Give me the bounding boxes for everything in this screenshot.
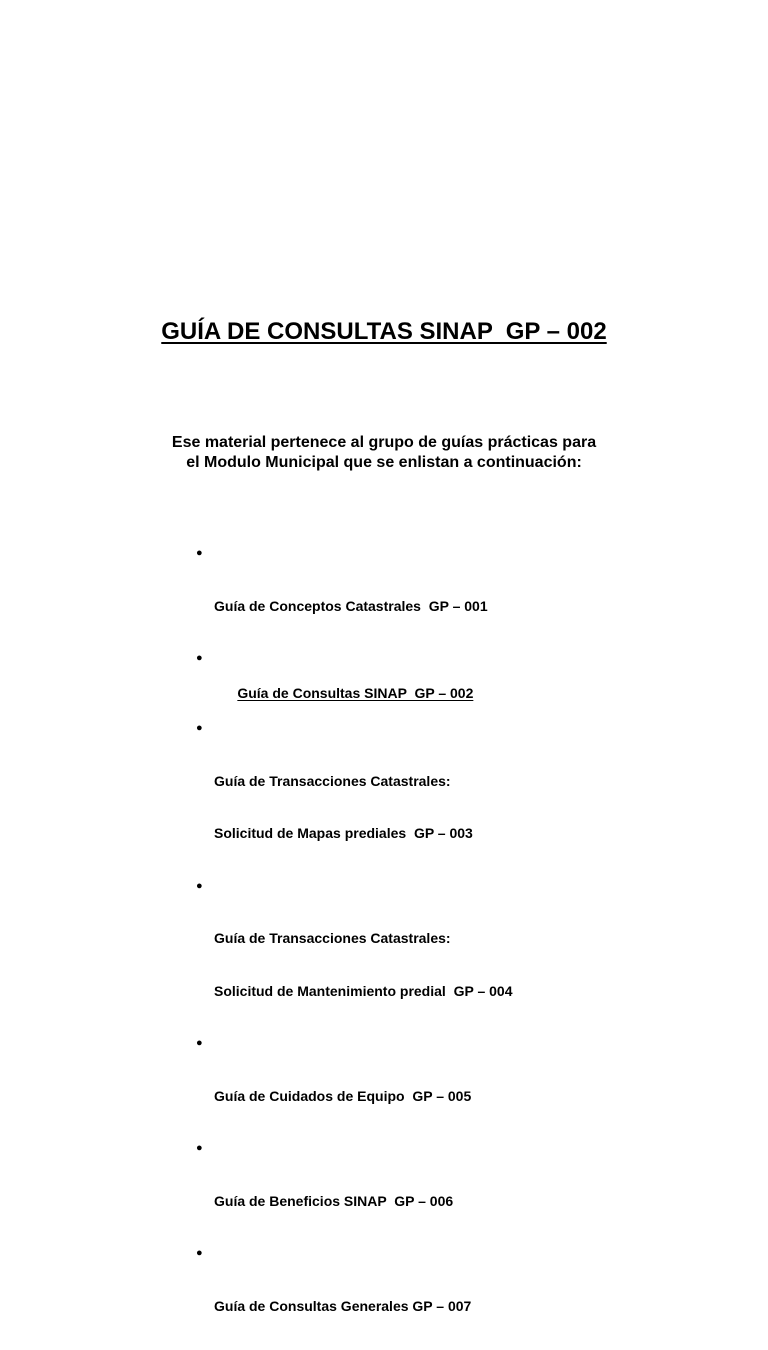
list-item-text: Guía de Conceptos Catastrales GP – 001	[214, 597, 488, 614]
list-item-gp-005	[196, 1035, 512, 1140]
list-item-text: Guía de Transacciones Catastrales:	[214, 772, 451, 789]
list-item-text: Guía de Consultas SINAP GP – 002	[237, 685, 474, 701]
bullet-icon: ●	[196, 547, 203, 559]
list-item-gp-004	[196, 878, 512, 1036]
list-item-text: Guía de Transacciones Catastrales:	[214, 930, 451, 946]
list-item-text: Solicitud de Mantenimiento predial GP – 004	[214, 982, 513, 999]
bullet-icon: ●	[196, 1247, 203, 1259]
document-title	[0, 316, 768, 348]
document-title-text: GUÍA DE CONSULTAS SINAP GP – 002	[161, 318, 607, 345]
list-item-text: Guía de Beneficios SINAP GP – 006	[214, 1192, 454, 1209]
list-item-gp-002	[196, 650, 512, 720]
guide-list	[196, 545, 512, 1350]
bullet-icon: ●	[196, 1037, 203, 1049]
bullet-icon: ●	[196, 722, 203, 734]
list-item-text: Guía de Cuidados de Equipo GP – 005	[214, 1087, 472, 1104]
bullet-icon: ●	[196, 652, 203, 664]
list-item-gp-007	[196, 1245, 512, 1350]
list-item-gp-003	[196, 720, 512, 878]
list-item-gp-006	[196, 1140, 512, 1245]
bullet-icon: ●	[196, 1142, 203, 1154]
list-item-text: Guía de Consultas Generales GP – 007	[214, 1297, 472, 1314]
intro-paragraph	[0, 433, 768, 473]
bullet-icon: ●	[196, 879, 203, 892]
list-item-text: Solicitud de Mapas prediales GP – 003	[214, 825, 473, 841]
intro-line: el Modulo Municipal que se enlistan a continuación:	[186, 454, 582, 471]
intro-line: Ese material pertenece al grupo de guías prácticas para	[171, 434, 597, 451]
list-item-gp-001	[196, 545, 512, 650]
